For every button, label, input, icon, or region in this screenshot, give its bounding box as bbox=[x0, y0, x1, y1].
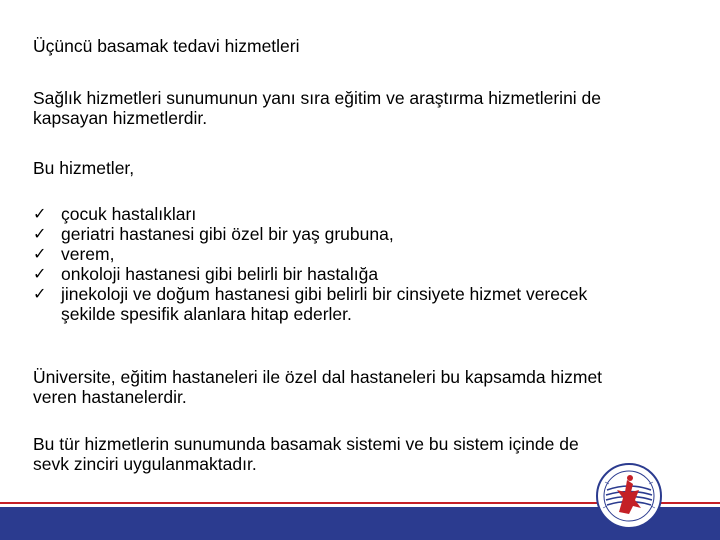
slide-title: Üçüncü basamak tedavi hizmetleri bbox=[33, 36, 300, 56]
university-line-2: veren hastanelerdir. bbox=[33, 387, 187, 407]
intro-paragraph bbox=[33, 88, 693, 128]
check-icon: ✓ bbox=[33, 244, 47, 263]
list-item bbox=[33, 264, 693, 284]
services-lead: Bu hizmetler, bbox=[33, 158, 135, 178]
intro-line-2: kapsayan hizmetlerdir. bbox=[33, 108, 208, 128]
list-item-text: onkoloji hastanesi gibi belirli bir hastalığa bbox=[61, 264, 379, 284]
list-item bbox=[33, 204, 693, 224]
list-item bbox=[33, 244, 693, 264]
list-item-text-continued: şekilde spesifik alanlara hitap ederler. bbox=[61, 304, 352, 324]
university-line-1: Üniversite, eğitim hastaneleri ile özel dal hastaneleri bu kapsamda hizmet bbox=[33, 367, 603, 387]
list-item-text: verem, bbox=[61, 244, 115, 264]
list-item-text: jinekoloji ve doğum hastanesi gibi belirli bir cinsiyete hizmet verecek bbox=[61, 284, 588, 304]
check-icon: ✓ bbox=[33, 264, 47, 283]
check-icon: ✓ bbox=[33, 224, 47, 243]
check-icon: ✓ bbox=[33, 284, 47, 303]
referral-paragraph bbox=[33, 434, 693, 474]
intro-line-1: Sağlık hizmetleri sunumunun yanı sıra eğitim ve araştırma hizmetlerini de bbox=[33, 88, 602, 108]
referral-line-1: Bu tür hizmetlerin sunumunda basamak sistemi ve bu sistem içinde de bbox=[33, 434, 579, 454]
list-item-text: geriatri hastanesi gibi özel bir yaş grubuna, bbox=[61, 224, 394, 244]
university-paragraph bbox=[33, 367, 693, 407]
referral-line-2: sevk zinciri uygulanmaktadır. bbox=[33, 454, 257, 474]
services-checklist bbox=[33, 204, 693, 324]
check-icon: ✓ bbox=[33, 204, 47, 223]
list-item bbox=[33, 284, 693, 324]
list-item-text: çocuk hastalıkları bbox=[61, 204, 197, 224]
university-logo-icon bbox=[595, 462, 663, 530]
list-item bbox=[33, 224, 693, 244]
university-logo bbox=[595, 462, 663, 530]
